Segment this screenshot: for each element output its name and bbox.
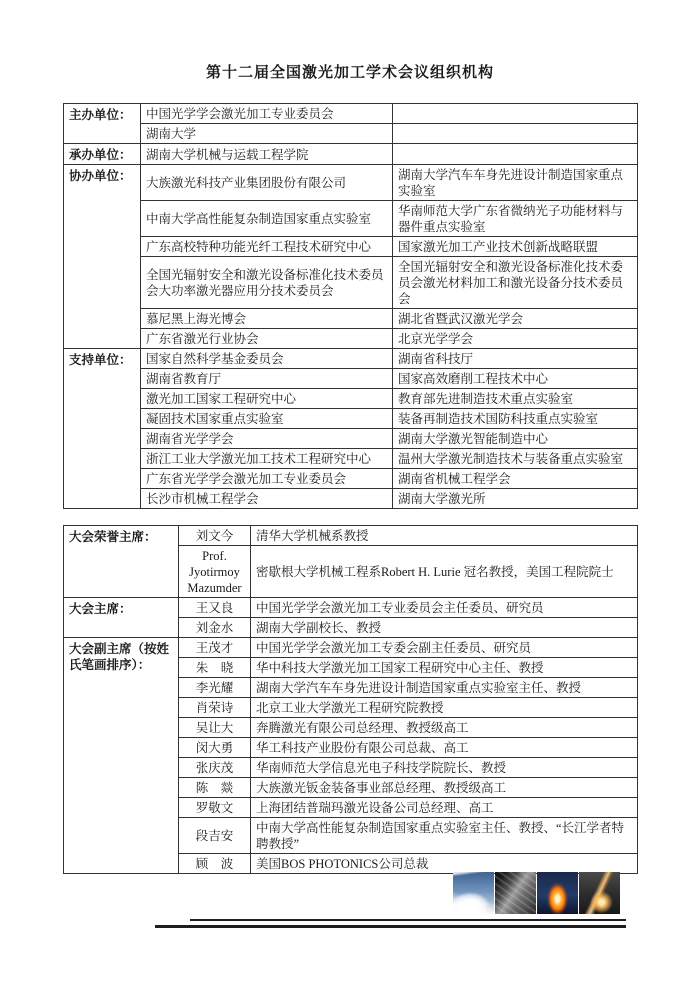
table-row <box>64 598 638 618</box>
member-name-cell: 王茂才 <box>179 638 251 658</box>
rocket-launch-photo <box>453 872 494 914</box>
member-name-cell: 段吉安 <box>179 818 251 854</box>
table-row <box>64 124 638 144</box>
unit-name-cell: 湖南大学汽车车身先进设计制造国家重点实验室 <box>393 165 638 201</box>
unit-name-cell: 广东高校特种功能光纤工程技术研究中心 <box>141 237 393 257</box>
member-name-cell: 李光耀 <box>179 678 251 698</box>
member-name-cell: 肖荣诗 <box>179 698 251 718</box>
member-title-cell: 大族激光钣金装备事业部总经理、教授级高工 <box>251 778 638 798</box>
member-title-cell: 清华大学机械系教授 <box>251 526 638 546</box>
row-group-label: 大会副主席（按姓氏笔画排序）： <box>64 638 179 874</box>
member-name-cell: Prof. Jyotirmoy Mazumder <box>179 546 251 598</box>
unit-name-cell <box>393 144 638 165</box>
row-group-label: 大会主席： <box>64 598 179 638</box>
table-row <box>64 165 638 201</box>
table-row <box>64 237 638 257</box>
member-name-cell: 刘文今 <box>179 526 251 546</box>
unit-name-cell: 北京光学学会 <box>393 329 638 349</box>
member-name-cell: 朱 晓 <box>179 658 251 678</box>
table-row <box>64 409 638 429</box>
member-title-cell: 奔腾激光有限公司总经理、教授级高工 <box>251 718 638 738</box>
member-title-cell: 华工科技产业股份有限公司总裁、高工 <box>251 738 638 758</box>
row-group-label: 大会荣誉主席： <box>64 526 179 598</box>
member-title-cell: 湖南大学汽车车身先进设计制造国家重点实验室主任、教授 <box>251 678 638 698</box>
table-row <box>64 201 638 237</box>
row-group-label: 承办单位： <box>64 144 141 165</box>
unit-name-cell: 国家激光加工产业技术创新战略联盟 <box>393 237 638 257</box>
member-title-cell: 中国光学学会激光加工专委会副主任委员、研究员 <box>251 638 638 658</box>
unit-name-cell: 中南大学高性能复杂制造国家重点实验室 <box>141 201 393 237</box>
organization-table <box>63 103 638 509</box>
committee-table <box>63 525 638 874</box>
member-name-cell: 王又良 <box>179 598 251 618</box>
footer-rule-top <box>190 919 626 921</box>
member-title-cell: 密歇根大学机械工程系Robert H. Lurie 冠名教授，美国工程院院士 <box>251 546 638 598</box>
unit-name-cell: 凝固技术国家重点实验室 <box>141 409 393 429</box>
unit-name-cell <box>393 124 638 144</box>
table-row <box>64 329 638 349</box>
unit-name-cell: 广东省激光行业协会 <box>141 329 393 349</box>
unit-name-cell: 慕尼黑上海光博会 <box>141 309 393 329</box>
unit-name-cell: 教育部先进制造技术重点实验室 <box>393 389 638 409</box>
member-name-cell: 陈 燚 <box>179 778 251 798</box>
unit-name-cell: 湖南省机械工程学会 <box>393 469 638 489</box>
member-name-cell: 刘金水 <box>179 618 251 638</box>
unit-name-cell: 湖南大学激光智能制造中心 <box>393 429 638 449</box>
laser-drilling-sparks-photo <box>579 872 620 914</box>
table-row <box>64 369 638 389</box>
unit-name-cell: 国家自然科学基金委员会 <box>141 349 393 369</box>
unit-name-cell: 全国光辐射安全和激光设备标准化技术委员会激光材料加工和激光设备分技术委员会 <box>393 257 638 309</box>
unit-name-cell: 激光加工国家工程研究中心 <box>141 389 393 409</box>
table-row <box>64 429 638 449</box>
table-row <box>64 469 638 489</box>
member-title-cell: 中南大学高性能复杂制造国家重点实验室主任、教授、“长江学者特聘教授” <box>251 818 638 854</box>
unit-name-cell: 国家高效磨削工程技术中心 <box>393 369 638 389</box>
unit-name-cell: 华南师范大学广东省微纳光子功能材料与器件重点实验室 <box>393 201 638 237</box>
member-title-cell: 中国光学学会激光加工专业委员会主任委员、研究员 <box>251 598 638 618</box>
unit-name-cell: 湖南大学机械与运载工程学院 <box>141 144 393 165</box>
table-row <box>64 489 638 509</box>
unit-name-cell: 装备再制造技术国防科技重点实验室 <box>393 409 638 429</box>
unit-name-cell: 长沙市机械工程学会 <box>141 489 393 509</box>
unit-name-cell: 全国光辐射安全和激光设备标准化技术委员会大功率激光器应用分技术委员会 <box>141 257 393 309</box>
table-row <box>64 309 638 329</box>
member-title-cell: 上海团结普瑞玛激光设备公司总经理、高工 <box>251 798 638 818</box>
unit-name-cell: 湖南省教育厅 <box>141 369 393 389</box>
unit-name-cell: 湖北省暨武汉激光学会 <box>393 309 638 329</box>
member-title-cell: 华南师范大学信息光电子科技学院院长、教授 <box>251 758 638 778</box>
member-title-cell: 湖南大学副校长、教授 <box>251 618 638 638</box>
unit-name-cell: 浙江工业大学激光加工技术工程研究中心 <box>141 449 393 469</box>
member-title-cell: 华中科技大学激光加工国家工程研究中心主任、教授 <box>251 658 638 678</box>
unit-name-cell: 温州大学激光制造技术与装备重点实验室 <box>393 449 638 469</box>
member-name-cell: 顾 波 <box>179 854 251 874</box>
unit-name-cell: 湖南省光学学会 <box>141 429 393 449</box>
unit-name-cell: 广东省光学学会激光加工专业委员会 <box>141 469 393 489</box>
laser-welding-plume-photo <box>537 872 578 914</box>
table-row <box>64 257 638 309</box>
footer-rule-bottom <box>155 925 626 928</box>
table-row <box>64 389 638 409</box>
page-title: 第十二届全国激光加工学术会议组织机构 <box>205 64 494 81</box>
row-group-label: 协办单位： <box>64 165 141 349</box>
member-title-cell: 美国BOS PHOTONICS公司总裁 <box>251 854 638 874</box>
table-row <box>64 104 638 124</box>
member-name-cell: 吴让大 <box>179 718 251 738</box>
unit-name-cell: 湖南大学激光所 <box>393 489 638 509</box>
table-row <box>64 349 638 369</box>
member-title-cell: 北京工业大学激光工程研究院教授 <box>251 698 638 718</box>
table-row <box>64 144 638 165</box>
member-name-cell: 闵大勇 <box>179 738 251 758</box>
table-row <box>64 526 638 546</box>
row-group-label: 支持单位： <box>64 349 141 509</box>
table-row <box>64 638 638 658</box>
laser-cut-metal-photo <box>495 872 536 914</box>
unit-name-cell: 中国光学学会激光加工专业委员会 <box>141 104 393 124</box>
footer-photo-strip <box>453 872 620 914</box>
member-name-cell: 罗敬文 <box>179 798 251 818</box>
unit-name-cell: 大族激光科技产业集团股份有限公司 <box>141 165 393 201</box>
table-row <box>64 449 638 469</box>
member-name-cell: 张庆茂 <box>179 758 251 778</box>
unit-name-cell: 湖南大学 <box>141 124 393 144</box>
row-group-label: 主办单位： <box>64 104 141 144</box>
unit-name-cell <box>393 104 638 124</box>
unit-name-cell: 湖南省科技厅 <box>393 349 638 369</box>
